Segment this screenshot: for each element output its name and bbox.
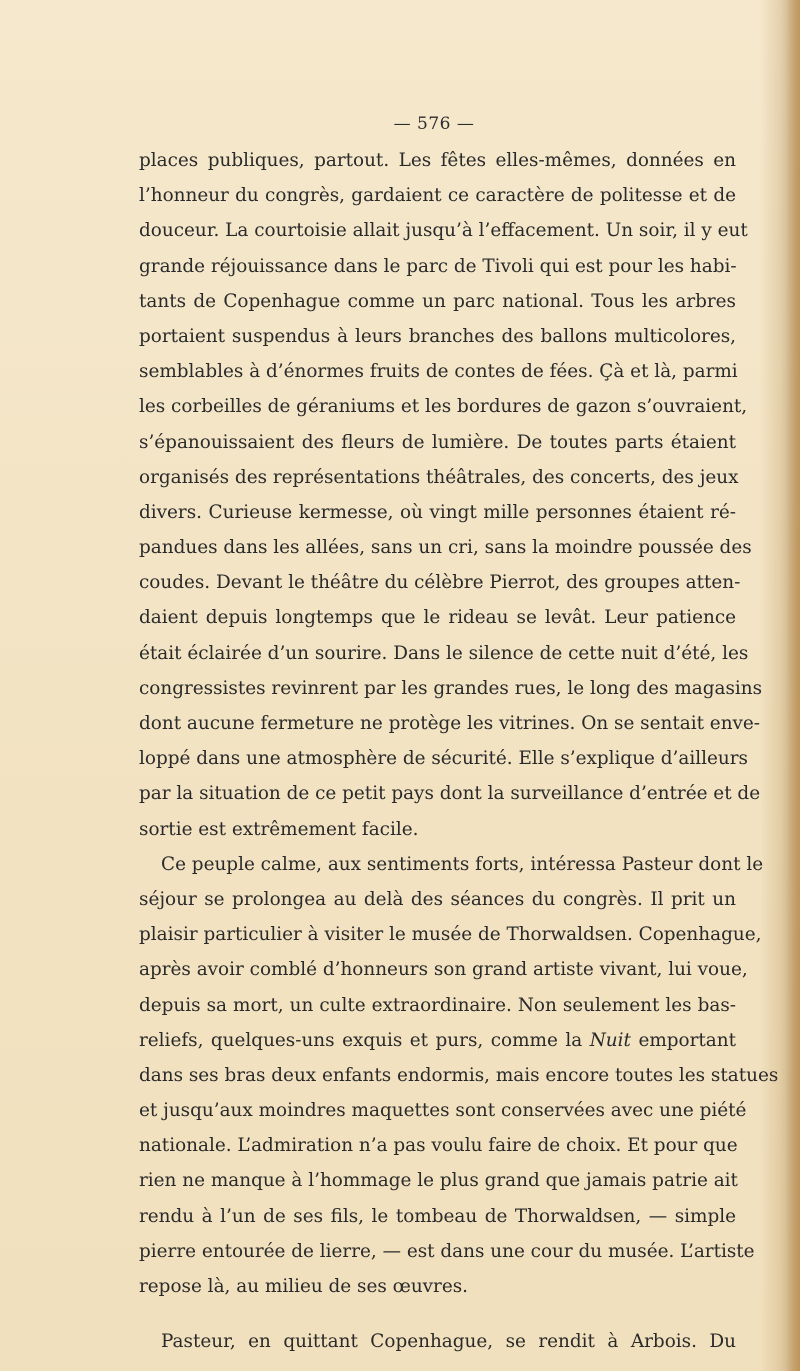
text-line: après avoir comblé d’honneurs son grand artiste vivant, lui voue, [139, 959, 748, 981]
text-line: séjour se prolongea au delà des séances du congrès. Il prit un [139, 888, 736, 910]
text-line: pandues dans les allées, sans un cri, sans la moindre poussée des [139, 537, 752, 559]
text-line: organisés des représentations théâtrales, des concerts, des jeux [139, 466, 739, 488]
text-line: les corbeilles de géraniums et les bordures de gazon s’ouvraient, [139, 396, 748, 418]
italic-title: Nuit [589, 1029, 631, 1051]
text-line: divers. Curieuse kermesse, où vingt mille personnes étaient ré- [139, 501, 736, 523]
text-line: semblables à d’énormes fruits de contes de fées. Çà et là, parmi [139, 361, 738, 383]
text-line: plaisir particulier à visiter le musée de Thorwaldsen. Copenhague, [139, 924, 762, 946]
text-line: tants de Copenhague comme un parc national. Tous les arbres [139, 290, 736, 312]
text-line: depuis sa mort, un culte extraordinaire. Non seulement les bas- [139, 994, 736, 1016]
page-number: — 576 — [393, 114, 475, 134]
page-edge-shadow [786, 0, 800, 1371]
text-line: douceur. La courtoisie allait jusqu’à l’effacement. Un soir, il y eut [139, 220, 748, 242]
text-line: et jusqu’aux moindres maquettes sont conservées avec une piété [139, 1100, 747, 1122]
text-line: sortie est extrêmement facile. [139, 818, 419, 840]
text-line: pierre entourée de lierre, — est dans une cour du musée. L’artiste [139, 1240, 755, 1262]
text-line: s’épanouissaient des fleurs de lumière. De toutes parts étaient [139, 431, 736, 453]
text-line: dont aucune fermeture ne protège les vitrines. On se sentait enve- [139, 713, 761, 734]
paragraph-gap [139, 1304, 736, 1324]
text-line: par la situation de ce petit pays dont la surveillance d’entrée et de [139, 783, 761, 805]
text-line: repose là, au milieu de ses œuvres. [139, 1276, 469, 1297]
text-segment: emportant [630, 1029, 736, 1051]
text-line: congressistes revinrent par les grandes rues, le long des magasins [139, 677, 763, 699]
paragraph-1 [139, 143, 763, 847]
text-line: rendu à l’un de ses fils, le tombeau de Thorwaldsen, — simple [139, 1205, 736, 1227]
text-line: grande réjouissance dans le parc de Tivoli qui est pour les habi- [139, 255, 737, 277]
text-line: l’honneur du congrès, gardaient ce caractère de politesse et de [139, 185, 736, 207]
text-line: places publiques, partout. Les fêtes elles-mêmes, données en [139, 150, 736, 171]
text-line: rien ne manque à l’hommage le plus grand que jamais patrie ait [139, 1170, 738, 1192]
text-line: coudes. Devant le théâtre du célèbre Pierrot, des groupes atten- [139, 572, 741, 594]
paragraph-3 [139, 1324, 736, 1359]
text-line: Ce peuple calme, aux sentiments forts, intéressa Pasteur dont le [161, 853, 764, 875]
text-line: était éclairée d’un sourire. Dans le silence de cette nuit d’été, les [139, 642, 749, 664]
text-line: loppé dans une atmosphère de sécurité. Elle s’explique d’ailleurs [139, 748, 748, 770]
body-text [139, 143, 779, 1359]
text-line: Pasteur, en quittant Copenhague, se rendit à Arbois. Du [161, 1331, 736, 1353]
text-line: dans ses bras deux enfants endormis, mais encore toutes les statues [139, 1064, 779, 1086]
text-line: nationale. L’admiration n’a pas voulu faire de choix. Et pour que [139, 1135, 738, 1157]
text-line: daient depuis longtemps que le rideau se levât. Leur patience [139, 607, 736, 629]
text-line: portaient suspendus à leurs branches des ballons multicolores, [139, 325, 736, 347]
text-line-with-italic [139, 1023, 736, 1058]
paragraph-2 [139, 847, 779, 1304]
text-segment: reliefs, quelques-uns exquis et purs, comme la [139, 1029, 590, 1051]
